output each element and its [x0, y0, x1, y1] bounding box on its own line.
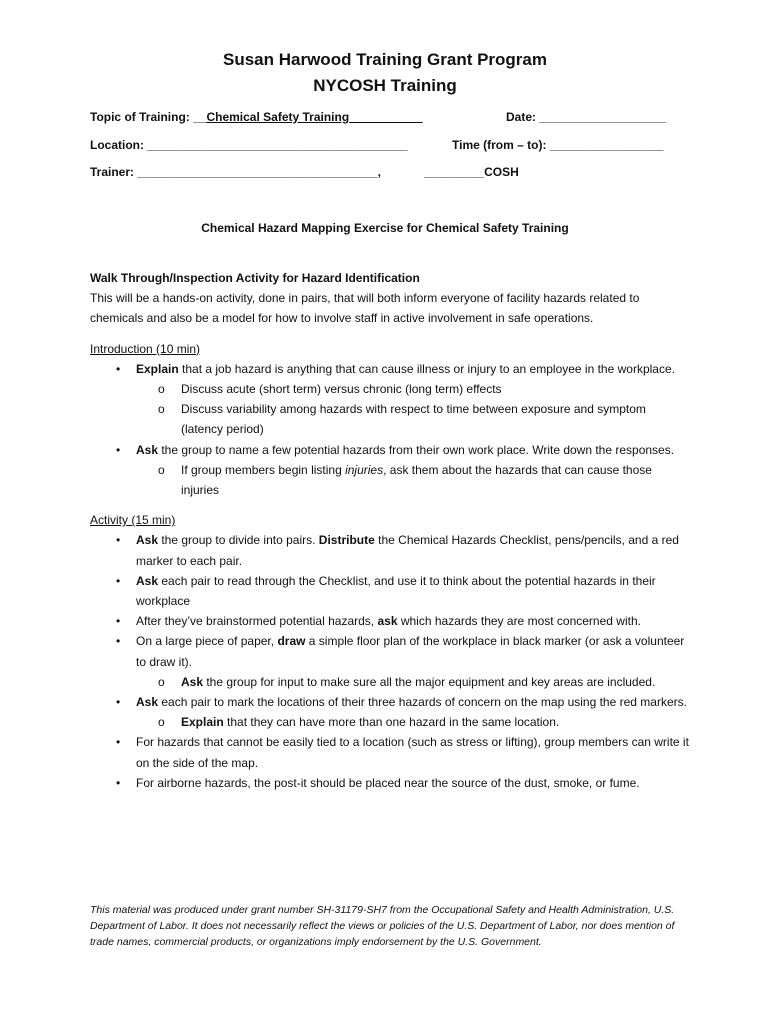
emphasis: draw [277, 634, 306, 649]
bullet-icon: • [116, 361, 121, 376]
trainer-row [90, 165, 690, 179]
circle-bullet-icon: o [158, 674, 165, 689]
activity-heading: Activity (15 min) [90, 513, 176, 528]
list-item [90, 631, 690, 671]
location-field: Location: _______________________________________ [90, 138, 408, 152]
list-item [90, 611, 690, 631]
bullet-icon: • [116, 573, 121, 588]
list-item [90, 571, 690, 611]
topic-value: Chemical Safety Training [206, 110, 350, 124]
intro-heading: Introduction (10 min) [90, 341, 201, 356]
circle-bullet-icon: o [158, 715, 165, 730]
item-text: each pair to mark the locations of their three hazards of concern on the map using the red markers. [158, 695, 687, 710]
emphasis: Ask [136, 442, 159, 457]
content-body [90, 268, 690, 793]
item-text: the group to divide into pairs. [158, 533, 319, 548]
bullet-icon: • [116, 442, 121, 457]
emphasis: Explain [136, 361, 179, 376]
list-item [90, 530, 690, 570]
item-text: each pair to read through the Checklist, and use it to think about the potential hazards in their workplace [136, 573, 656, 609]
emphasis: ask [377, 614, 398, 629]
sub-item [90, 460, 690, 500]
list-item [90, 732, 690, 772]
sub-item [90, 399, 690, 439]
item-text: , ask them about the hazards that can cause those injuries [181, 462, 652, 498]
list-item [90, 692, 690, 712]
item-text: the group for input to make sure all the major equipment and key areas are included. [203, 674, 656, 689]
emphasis: Distribute [318, 533, 375, 548]
funding-disclaimer: This material was produced under grant number SH-31179-SH7 from the Occupational Safety and Health Administration, U.S. Department of Labor. It does not necessarily reflect the views or policies of the U.S. Department of Labor, nor does mention of trade names, commercial products, or organizations imply endorsement by the U.S. Government. [90, 904, 675, 948]
item-text: After they’ve brainstormed potential hazards, [136, 614, 378, 629]
page-title: Susan Harwood Training Grant Program [223, 50, 547, 69]
item-text: a simple floor plan of the workplace in black marker (or ask a volunteer to draw it). [136, 634, 685, 669]
emphasis: Ask [181, 674, 204, 689]
bullet-icon: • [116, 735, 121, 750]
circle-bullet-icon: o [158, 402, 165, 417]
date-field: Date: ___________________ [506, 110, 667, 124]
bullet-icon: • [116, 695, 121, 710]
emphasis: Ask [136, 533, 159, 548]
topic-tail: ___________ [349, 110, 423, 124]
page-subtitle: NYCOSH Training [313, 76, 457, 95]
item-text: which hazards they are most concerned with. [397, 614, 641, 629]
item-text: For hazards that cannot be easily tied to a location (such as stress or lifting), group members can write it on the side of the map. [136, 735, 689, 770]
list-item [90, 359, 690, 379]
item-text: Discuss variability among hazards with respect to time between exposure and symptom (latency period) [181, 402, 646, 437]
circle-bullet-icon: o [158, 462, 165, 477]
emphasis: Ask [136, 695, 159, 710]
sub-item [90, 672, 690, 692]
exercise-title: Chemical Hazard Mapping Exercise for Chemical Safety Training [201, 221, 569, 235]
cosh-field: _________COSH [424, 165, 519, 179]
item-text: the Chemical Hazards Checklist, pens/pencils, and a red marker to each pair. [136, 533, 679, 568]
topic-label: Topic of Training: __ [90, 110, 207, 124]
item-text: that a job hazard is anything that can cause illness or injury to an employee in the workplace. [178, 361, 675, 376]
sub-item [90, 712, 690, 732]
sub-item [90, 379, 690, 399]
topic-row [90, 110, 690, 124]
item-text: that they can have more than one hazard in the same location. [223, 715, 560, 730]
item-text: the group to name a few potential hazards from their own work place. Write down the responses. [158, 442, 675, 457]
emphasis: Explain [181, 715, 224, 730]
emphasis: Ask [136, 573, 159, 588]
item-text: If group members begin listing [181, 462, 346, 477]
bullet-icon: • [116, 775, 121, 790]
walk-heading: Walk Through/Inspection Activity for Hazard Identification [90, 271, 420, 285]
bullet-icon: • [116, 614, 121, 629]
item-text: Discuss acute (short term) versus chronic (long term) effects [181, 382, 502, 397]
trainer-field: Trainer: ____________________________________, [90, 165, 381, 179]
location-row [90, 138, 690, 152]
item-text: On a large piece of paper, [136, 634, 278, 649]
walk-text: This will be a hands-on activity, done in pairs, that will both inform everyone of facility hazards related to chemicals and also be a model for how to involve staff in active involvement in safe operations. [90, 291, 640, 326]
list-item [90, 773, 690, 793]
time-field: Time (from – to): _________________ [452, 138, 664, 152]
circle-bullet-icon: o [158, 382, 165, 397]
emphasis: injuries [345, 462, 384, 477]
bullet-icon: • [116, 634, 121, 649]
item-text: For airborne hazards, the post-it should be placed near the source of the dust, smoke, or fume. [136, 775, 640, 790]
list-item [90, 440, 690, 460]
bullet-icon: • [116, 533, 121, 548]
